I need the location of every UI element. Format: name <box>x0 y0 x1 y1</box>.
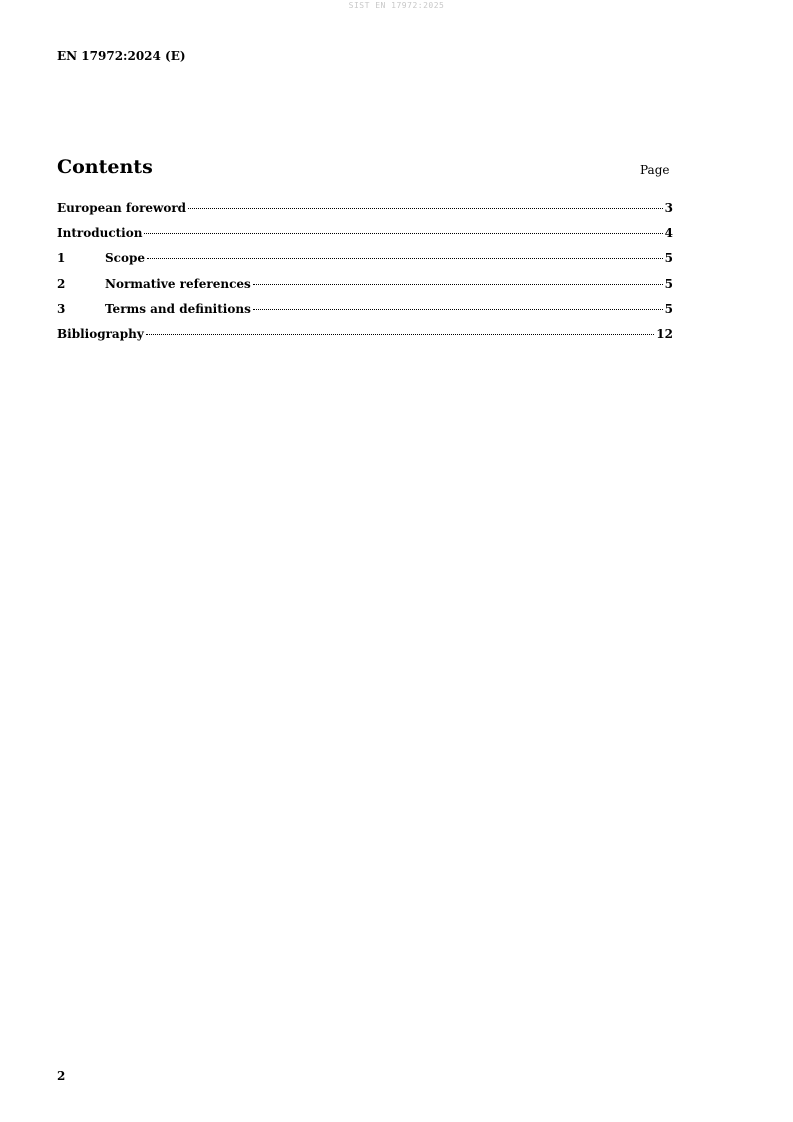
toc-entry-introduction[interactable] <box>57 226 673 251</box>
dot-leader <box>188 208 663 209</box>
toc-entry-bibliography[interactable] <box>57 327 673 352</box>
dot-leader <box>146 334 655 335</box>
toc-entry-terms-and-definitions[interactable] <box>57 302 673 327</box>
dot-leader <box>253 284 663 285</box>
page-column-label: Page <box>640 163 670 177</box>
document-id: EN 17972:2024 (E) <box>57 49 186 63</box>
table-of-contents <box>57 201 673 352</box>
dot-leader <box>147 258 663 259</box>
toc-entry-number: 1 <box>57 251 66 266</box>
toc-entry-title: European foreword <box>57 201 187 215</box>
toc-entry-page: 4 <box>664 226 673 241</box>
toc-entry-normative-references[interactable] <box>57 277 673 302</box>
toc-entry-page: 5 <box>664 251 673 266</box>
toc-entry-european-foreword[interactable] <box>57 201 673 226</box>
contents-heading: Contents <box>57 156 153 178</box>
toc-entry-title: Terms and definitions <box>105 301 251 316</box>
watermark: SIST EN 17972:2025 <box>348 1 445 10</box>
toc-entry-page: 3 <box>664 201 673 215</box>
toc-entry-title: Normative references <box>105 276 251 291</box>
toc-entry-title: Scope <box>105 251 146 266</box>
toc-entry-scope[interactable] <box>57 251 673 276</box>
footer-page-number: 2 <box>57 1069 66 1083</box>
toc-entry-number: 3 <box>57 301 66 316</box>
toc-entry-title: Bibliography <box>57 326 144 341</box>
toc-entry-number: 2 <box>57 276 66 291</box>
dot-leader <box>253 309 663 310</box>
dot-leader <box>144 233 662 234</box>
toc-entry-page: 5 <box>664 276 673 291</box>
toc-entry-page: 12 <box>656 326 673 341</box>
toc-entry-title: Introduction <box>57 226 143 241</box>
toc-entry-page: 5 <box>664 301 673 316</box>
